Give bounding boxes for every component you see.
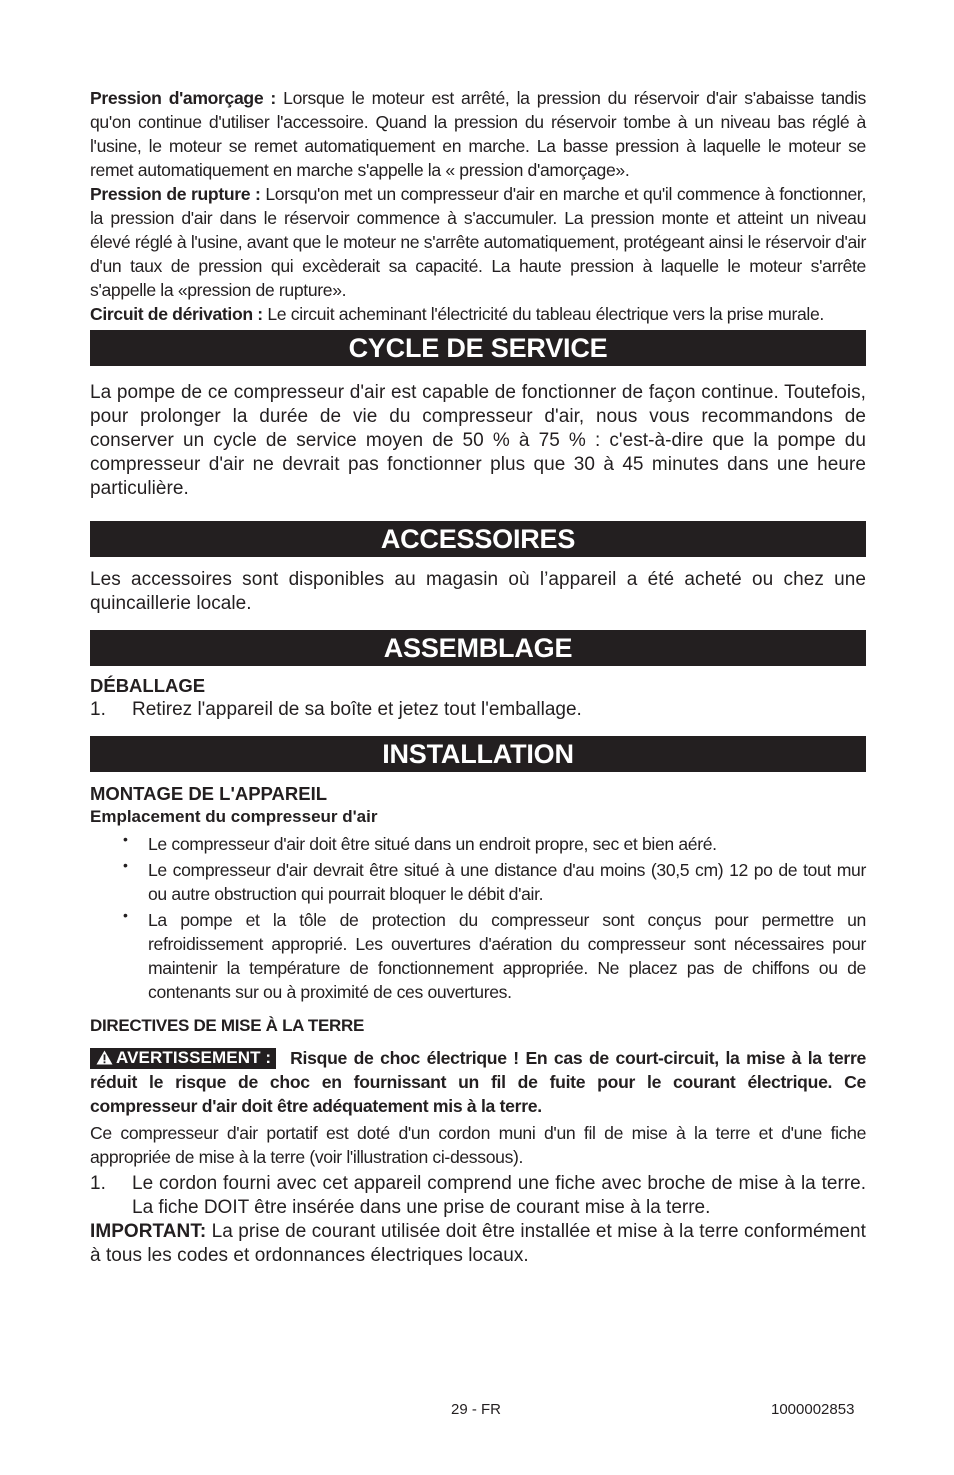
definition-rupture: Pression de rupture : Lorsqu'on met un compresseur d'air en marche et qu'il commence à fonctionner, la pression d'air dans le réservoir commence à s'accumuler. La pression monte et atteint un niveau élevé réglé à l'usine, avant que le moteur ne s'arrête automatiquement, protégeant ainsi le réservoir d'air d'un taux de pression qui excèderait sa capacité. La haute pression à laquelle le moteur s'arrête s'appelle la «pression de rupture». [90,184,866,300]
page-number: 29 - FR [451,1401,502,1418]
warning-text: Risque de choc électrique ! En cas de court-circuit, la mise à la terre réduit le risque de choc en fournissant un fil de fuite pour le courant électrique. Ce compresseur d'air doit être adéquatement mis à la terre. [90,1048,866,1116]
cycle-paragraph: La pompe de ce compresseur d'air est capable de fonctionner de façon continue. Toutefois, pour prolonger la durée de vie du compresseur d'air, nous vous recommandons de conserver un cycle de service moyen de 50 % à 75 % : c'est-à-dire que la pompe du compresseur d'air ne devrait pas fonctionner plus que 30 à 45 minutes dans une heure particulière. [90,382,866,499]
important-paragraph: IMPORTANT: La prise de courant utilisée doit être installée et mise à la terre conformément à tous les codes et ordonnances électriques locaux. [90,1221,866,1266]
bullet-item: • La pompe et la tôle de protection du compresseur sont conçus pour permettre un refroidissement approprié. Les ouvertures d'aération du compresseur sont nécessaires pour maintenir la température de fonctionnement appropriée. Ne placez pas de chiffons ou de contenants sur ou à proximité de ces ouvertures. [120,908,866,1004]
warning-badge: AVERTISSEMENT : [90,1048,276,1069]
bullet-dot: • [123,831,128,847]
section-heading-cycle: CYCLE DE SERVICE [90,330,866,366]
subheading-mise-a-la-terre: DIRECTIVES DE MISE À LA TERRE [90,1016,365,1035]
assemblage-step-1: 1. Retirez l'appareil de sa boîte et jetez tout l'emballage. [90,699,582,720]
bullet-item: • Le compresseur d'air devrait être situé à une distance d'au moins (30,5 cm) 12 po de tout mur ou autre obstruction qui pourrait bloquer le débit d'air. [120,858,866,906]
bullet-item: • Le compresseur d'air doit être situé dans un endroit propre, sec et bien aéré. [120,832,866,856]
ground-paragraph: Ce compresseur d'air portatif est doté d'un cordon muni d'un fil de mise à la terre et d'une fiche appropriée de mise à la terre (voir l'illustration ci-dessous). [90,1123,866,1167]
section-heading-installation: INSTALLATION [90,736,866,772]
installation-step-1: 1. Le cordon fourni avec cet appareil comprend une fiche avec broche de mise à la terre. La fiche DOIT être insérée dans une prise de courant mise à la terre. [90,1173,866,1218]
section-heading-assemblage: ASSEMBLAGE [90,630,866,666]
bullet-dot: • [123,857,128,873]
warning-block [90,1046,866,1118]
accessoires-paragraph: Les accessoires sont disponibles au magasin où l’appareil a été acheté ou chez une quincaillerie locale. [90,569,866,614]
subheading-emplacement: Emplacement du compresseur d'air [90,807,378,826]
subheading-deballage: DÉBALLAGE [90,675,206,696]
important-label: IMPORTANT: [90,1221,207,1242]
section-heading-accessoires: ACCESSOIRES [90,521,866,557]
definition-derivation: Circuit de dérivation : Le circuit acheminant l'électricité du tableau électrique vers la prise murale. [90,304,824,324]
definition-amorcage: Pression d'amorçage : Lorsque le moteur est arrêté, la pression du réservoir d'air s'abaisse tandis qu'on continue d'utiliser l'accessoire. Quand la pression du réservoir tombe à un niveau bas réglé à l'usine, le moteur se remet automatiquement en marche. La basse pression à laquelle le moteur se remet automatiquement en marche s'appelle la « pression d'amorçage». [90,88,866,180]
bullet-dot: • [123,907,128,923]
definitions [90,86,866,326]
warning-triangle-icon [96,1050,113,1065]
document-code: 1000002853 [771,1401,855,1418]
subheading-montage: MONTAGE DE L'APPAREIL [90,783,328,804]
manual-page [90,86,866,1268]
